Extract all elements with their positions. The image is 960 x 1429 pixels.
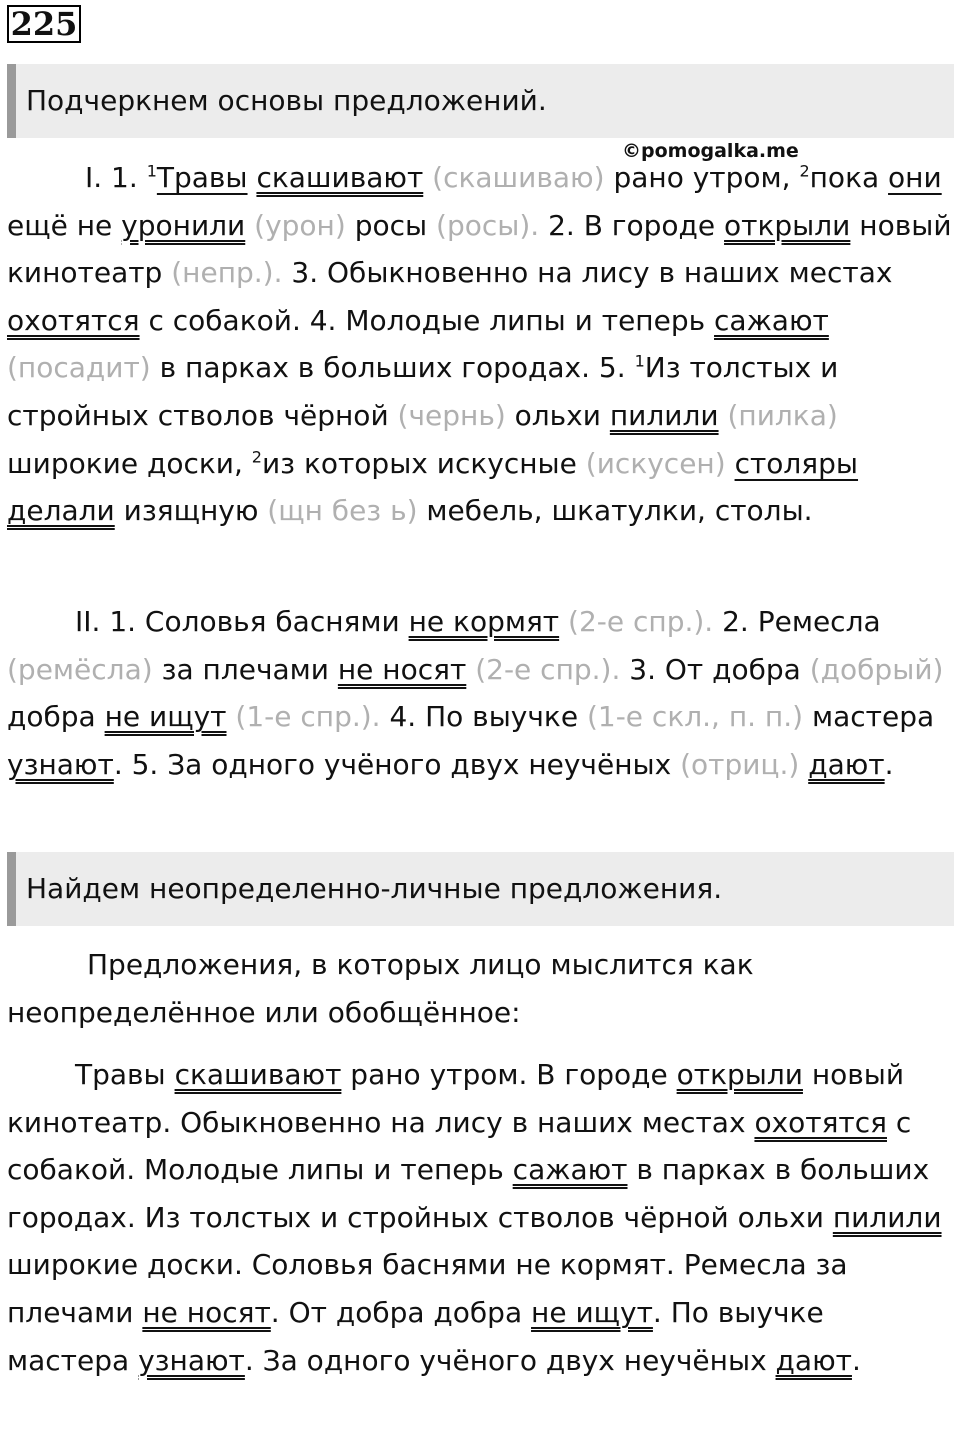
note: (скашиваю) [432, 161, 605, 194]
task-number: 225 [7, 5, 81, 43]
predicate: дают [775, 1343, 852, 1377]
subject: Травы [156, 161, 248, 194]
note: (посадит) [7, 351, 151, 385]
predicate: сажают [512, 1153, 628, 1187]
note: (пилка) [727, 398, 838, 432]
note: (2-е спр.). [568, 605, 714, 638]
predicate: охотятся [754, 1105, 887, 1139]
predicate: не носят [142, 1295, 271, 1329]
part2-paragraph: II. 1. Соловья баснями не кормят (2-е спр.). 2. Ремесла (ремёсла) за плечами не носят (2-е спр.). 3. От добра (добрый) добра не ищут (1-е спр.). 4. По выучке (1-е скл., п. п.) мастера узнают. 5. За одного учёного двух неучёных (отриц.) дают. [7, 605, 944, 781]
note: (1-е скл., п. п.) [586, 700, 804, 734]
part1-paragraph: I. 1. $^1$Травы скашивают (скашиваю) рано утром, $^2$пока они ещё не уронили (урон) росы (росы). 2. В городе открыли новый кинотеатр (непр.). 3. Обыкновенно на лису в наших местах охотятся с собакой. 4. Молодые липы и теперь сажают (посадит) в парках в больших городах. 5. $^1$Из толстых и стройных стволов чёрной (чернь) ольхи пилили (пилка) широкие доски, $^2$из которых искусные (искусен) столяры делали изящную (щн без ь) мебель, шкатулки, столы. [7, 161, 952, 528]
note: (ремёсла) [7, 652, 153, 686]
note: (щн без ь) [267, 494, 418, 528]
predicate: охотятся [7, 303, 140, 337]
predicate: открыли [676, 1058, 803, 1091]
subject: они [888, 161, 942, 194]
predicate: уронили [121, 208, 246, 242]
note: (непр.). [171, 256, 283, 290]
predicate: пилили [609, 398, 719, 432]
predicate: сажают [714, 303, 829, 337]
note: (чернь) [397, 398, 506, 432]
predicate: не ищут [104, 700, 227, 734]
section-heading-bases: Подчеркнем основы предложений. [7, 64, 954, 138]
predicate: не ищут [531, 1295, 653, 1329]
note: (добрый) [809, 652, 944, 686]
predicate: открыли [724, 208, 851, 242]
note: (2-е спр.). [475, 652, 621, 686]
note: (отриц.) [680, 747, 800, 781]
note: (1-е спр.). [235, 700, 381, 734]
intro-paragraph: Предложения, в которых лицо мыслится как неопределённое или обобщённое: [7, 948, 754, 1029]
final-paragraph: Травы скашивают рано утром. В городе открыли новый кинотеатр. Обыкновенно на лису в наших местах охотятся с собакой. Молодые липы и теперь сажают в парках в больших городах. Из толстых и стройных стволов чёрной ольхи пилили широкие доски. Соловья баснями не кормят. Ремесла за плечами не носят. От добра добра не ищут. По выучке мастера узнают. За одного учёного двух неучёных дают. [7, 1058, 942, 1377]
predicate: скашивают [174, 1058, 342, 1091]
watermark: ©pomogalka.me [622, 140, 799, 162]
predicate: пилили [832, 1200, 942, 1234]
section-heading-indefinite: Найдем неопределенно-личные предложения. [7, 852, 954, 926]
predicate: делали [7, 494, 115, 528]
predicate: скашивают [256, 161, 424, 194]
subject: столяры [734, 446, 859, 480]
predicate: узнают [7, 747, 114, 781]
note: (искусен) [585, 446, 726, 480]
predicate: не кормят [408, 605, 560, 638]
note: (росы). [436, 208, 540, 242]
predicate: дают [808, 747, 885, 781]
note: (урон) [254, 208, 346, 242]
predicate: не носят [337, 652, 467, 686]
predicate: узнают [138, 1343, 245, 1377]
